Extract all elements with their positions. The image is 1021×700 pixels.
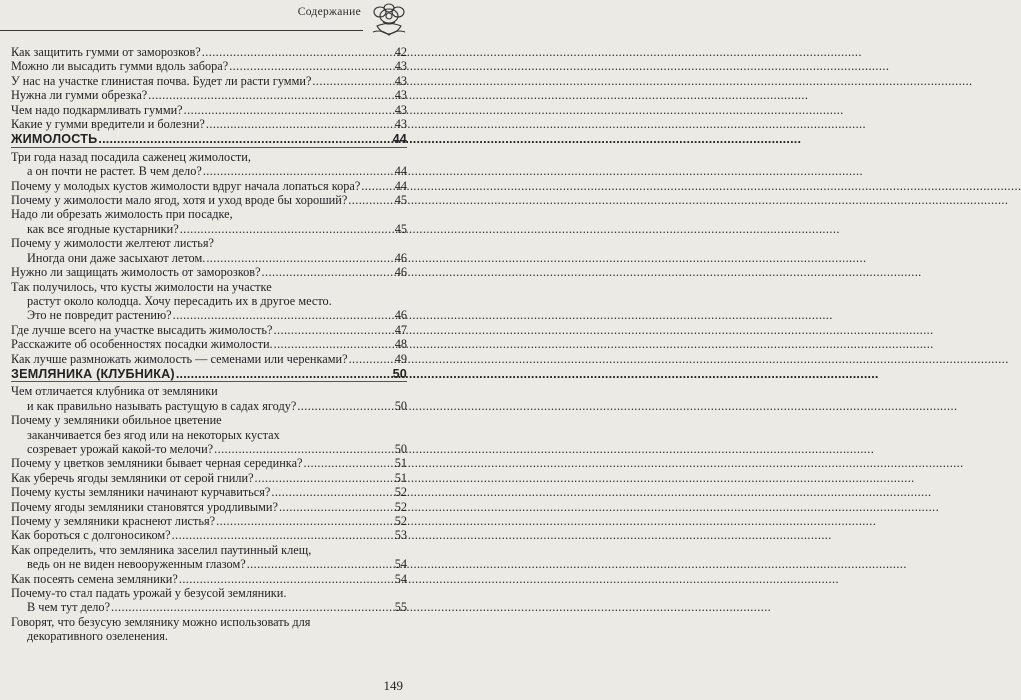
- toc-entry-text: Как посеять семена земляники?: [11, 571, 178, 586]
- page-number: 149: [383, 678, 403, 693]
- toc-entry-text: Чем отличается клубника от земляники: [11, 384, 218, 399]
- toc-entry: [11, 323, 407, 337]
- toc-entry-text: Как бороться с долгоносиком?: [11, 528, 171, 543]
- dot-leader: [179, 572, 394, 586]
- dot-leader: [297, 399, 393, 413]
- toc-page-number: 43: [394, 88, 407, 103]
- toc-entry-text: Как уберечь ягоды земляники от серой гнили?: [11, 470, 254, 485]
- toc-page-number: 49: [394, 351, 407, 366]
- toc-entry-text: Как определить, что земляника заселил паутинный клещ,: [11, 542, 312, 557]
- toc-entry: [11, 193, 407, 207]
- dot-leader: [271, 485, 393, 499]
- toc-entry-text: Почему у молодых кустов жимолости вдруг начала лопаться кора?: [11, 178, 361, 193]
- dot-leader: [176, 367, 392, 381]
- dot-leader: [203, 164, 394, 178]
- dot-leader: [148, 88, 393, 102]
- toc-page-number: 52: [394, 499, 407, 514]
- toc-entry: [11, 543, 407, 572]
- toc-page-number: 53: [394, 528, 407, 543]
- toc-entry-text: Почему кусты земляники начинают курчавиться?: [11, 485, 271, 500]
- toc-entry: [11, 514, 407, 528]
- dot-leader: [279, 500, 394, 514]
- toc-entry: [11, 413, 407, 456]
- toc-entry-text: Как защитить гумми от заморозков?: [11, 45, 201, 59]
- toc-page-number: 50: [394, 398, 407, 413]
- toc-entry-text: ЗЕМЛЯНИКА (КЛУБНИКА): [11, 366, 175, 381]
- toc-page-number: 55: [394, 600, 407, 615]
- page-header: [0, 0, 419, 40]
- toc-entry-text: Почему ягоды земляники становятся уродливыми?: [11, 499, 278, 514]
- toc-page-number: 52: [394, 485, 407, 500]
- toc-entry: [11, 265, 407, 279]
- toc-page-number: 51: [394, 456, 407, 471]
- toc-page-number: 46: [394, 250, 407, 265]
- toc-entry-text: Где лучше всего на участке высадить жимолость?: [11, 322, 273, 337]
- dot-leader: [111, 600, 394, 614]
- toc-entry: [11, 528, 407, 542]
- dot-leader: [349, 352, 394, 366]
- dot-leader: [180, 222, 394, 236]
- toc-entry-text: Надо ли обрезать жимолость при посадке,: [11, 207, 233, 222]
- toc-page-number: 54: [394, 557, 407, 572]
- toc-entry-text: У нас на участке глинистая почва. Будет ли расти гумми?: [11, 73, 312, 88]
- toc-entry-text: Говорят, что безусую землянику можно использовать для: [11, 614, 311, 629]
- dot-leader: [312, 74, 393, 88]
- toc-entry-text: Почему-то стал падать урожай у безусой земляники.: [11, 586, 287, 601]
- toc-entry: [11, 500, 407, 514]
- toc-entry: [11, 485, 407, 499]
- toc-entry-text: Можно ли высадить гумми вдоль забора?: [11, 59, 229, 74]
- toc-entry-text: и как правильно называть растущую в садах ягоду?: [27, 398, 297, 413]
- toc-entry-text: Почему у земляники краснеют листья?: [11, 514, 216, 528]
- toc-page-number: 43: [394, 59, 407, 74]
- toc-entry-text: Какие у гумми вредители и болезни?: [11, 117, 205, 132]
- toc-entry-text: Это не повредит растению?: [27, 308, 172, 323]
- toc-entry: [11, 88, 407, 102]
- header-title: Содержание: [297, 6, 361, 18]
- toc-page-number: 43: [394, 117, 407, 132]
- toc-entry: [11, 207, 407, 236]
- toc-entry: [11, 45, 407, 59]
- dot-leader: [216, 514, 394, 528]
- toc-entry-text: Почему у земляники обильное цветение: [11, 413, 222, 428]
- dot-leader: [274, 323, 394, 337]
- toc-entry-text: созревает урожай какой-то мелочи?: [27, 441, 214, 456]
- toc-entry-text: декоративного озеленения.: [27, 629, 168, 644]
- toc-entry-text: как все ягодные кустарники?: [27, 221, 179, 236]
- toc-entry-text: Иногда они даже засыхают летом.: [27, 250, 206, 265]
- toc-page-number: 51: [394, 470, 407, 485]
- toc-entry: [11, 456, 407, 470]
- dot-leader: [274, 337, 394, 351]
- toc-page-number: 48: [394, 337, 407, 352]
- dot-leader: [304, 456, 394, 470]
- toc-page-number: 52: [394, 514, 407, 528]
- dot-leader: [255, 471, 394, 485]
- toc-entry: [11, 471, 407, 485]
- toc-entry: [11, 384, 407, 413]
- toc-entry-text: ЖИМОЛОСТЬ: [11, 132, 98, 147]
- toc-entry-text: Как лучше размножать жимолость — семенами или черенками?: [11, 351, 348, 366]
- dot-leader: [247, 557, 394, 571]
- table-of-contents: [11, 45, 407, 644]
- toc-entry-text: Так получилось, что кусты жимолости на участке: [11, 279, 272, 294]
- dot-leader: [262, 265, 394, 279]
- toc-page-number: 45: [394, 221, 407, 236]
- toc-entry-text: Чем надо подкармливать гумми?: [11, 102, 183, 117]
- toc-section-heading: [11, 132, 407, 147]
- toc-entry-text: Почему у жимолости мало ягод, хотя и уход вроде бы хороший?: [11, 193, 348, 208]
- dot-leader: [184, 103, 394, 117]
- toc-page-number: 44: [394, 164, 407, 179]
- toc-entry: [11, 74, 407, 88]
- toc-entry: [11, 236, 407, 265]
- dot-leader: [214, 442, 394, 456]
- toc-page-number: 46: [394, 265, 407, 280]
- toc-entry: [11, 150, 407, 179]
- toc-entry-text: Нужно ли защищать жимолость от заморозков?: [11, 265, 261, 280]
- toc-entry-text: Три года назад посадила саженец жимолости,: [11, 149, 251, 164]
- toc-page-number: 50: [392, 366, 407, 381]
- dot-leader: [206, 117, 394, 131]
- toc-entry-text: растут около колодца. Хочу пересадить их в другое место.: [27, 293, 332, 308]
- dot-leader: [202, 45, 394, 59]
- toc-entry-text: а он почти не растет. В чем дело?: [27, 164, 202, 179]
- toc-entry-text: Почему у жимолости желтеют листья?: [11, 236, 215, 251]
- toc-entry-text: Почему у цветков земляники бывает черная серединка?: [11, 456, 303, 471]
- toc-page-number: 45: [394, 193, 407, 208]
- header-rule: [0, 30, 363, 31]
- toc-entry-text: заканчивается без ягод или на некоторых кустах: [27, 427, 280, 442]
- toc-entry: [11, 572, 407, 586]
- toc-page-number: 44: [392, 132, 407, 147]
- toc-page-number: 47: [394, 322, 407, 337]
- toc-entry: [11, 117, 407, 131]
- toc-entry: [11, 615, 407, 644]
- toc-entry-text: ведь он не виден невооруженным глазом?: [27, 557, 246, 572]
- dot-leader: [348, 193, 393, 207]
- toc-entry: [11, 59, 407, 73]
- toc-page-number: 54: [394, 571, 407, 586]
- flower-ornament-icon: [367, 2, 411, 38]
- toc-entry: [11, 586, 407, 615]
- toc-entry: [11, 179, 407, 193]
- toc-page-number: 43: [394, 73, 407, 88]
- dot-leader: [172, 528, 394, 542]
- toc-page-number: 44: [394, 178, 407, 193]
- toc-page-number: 42: [394, 45, 407, 59]
- toc-entry-text: Нужна ли гумми обрезка?: [11, 88, 148, 103]
- toc-section-heading: [11, 367, 407, 382]
- dot-leader: [173, 308, 394, 322]
- toc-entry: [11, 280, 407, 323]
- toc-entry: [11, 352, 407, 366]
- dot-leader: [206, 251, 393, 265]
- dot-leader: [229, 59, 394, 73]
- toc-entry-text: Расскажите об особенностях посадки жимолости.: [11, 337, 273, 352]
- dot-leader: [361, 179, 393, 193]
- toc-entry: [11, 337, 407, 351]
- toc-page-number: 50: [394, 441, 407, 456]
- toc-page-number: 43: [394, 102, 407, 117]
- toc-page-number: 46: [394, 308, 407, 323]
- toc-entry-text: В чем тут дело?: [27, 600, 111, 615]
- toc-entry: [11, 103, 407, 117]
- dot-leader: [98, 132, 391, 146]
